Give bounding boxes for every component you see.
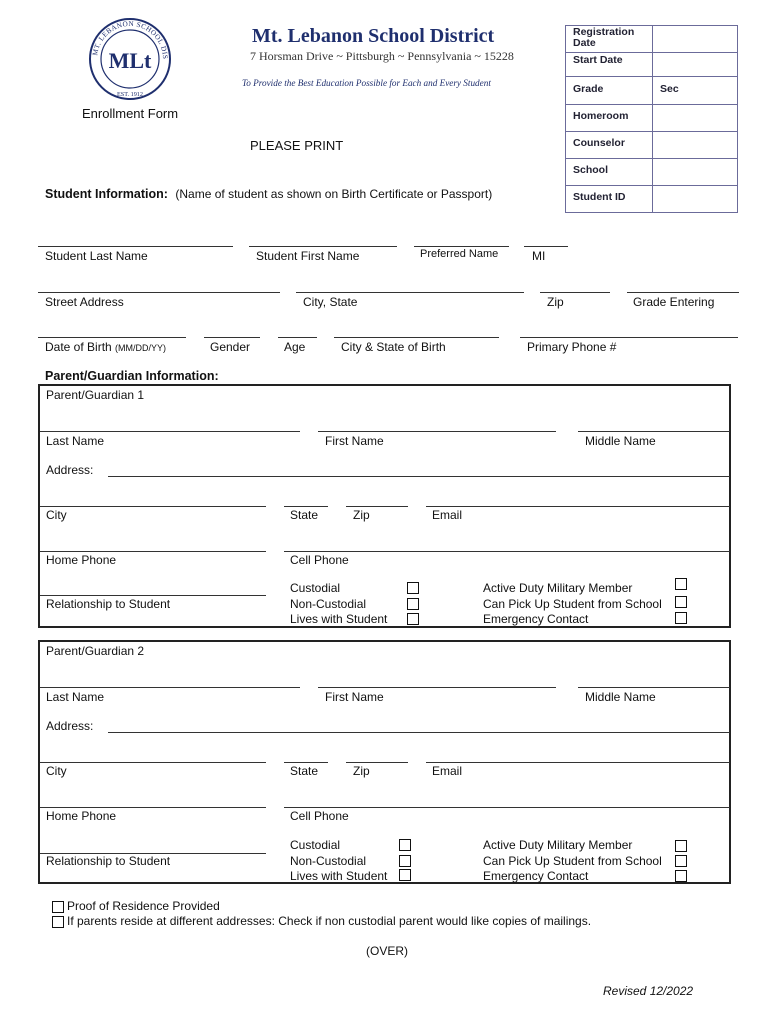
proof-of-residence-label: Proof of Residence Provided — [67, 899, 220, 913]
guardian-relationship-line[interactable] — [40, 595, 266, 596]
svg-text:MLt: MLt — [108, 48, 152, 73]
student-last-name-line[interactable] — [38, 246, 233, 247]
parent-info-heading: Parent/Guardian Information: — [45, 369, 219, 383]
custodial-checkbox[interactable] — [399, 839, 411, 851]
lives-with-checkbox[interactable] — [407, 613, 419, 625]
student-last-name-label: Student Last Name — [45, 249, 148, 263]
grade-entering-label: Grade Entering — [633, 295, 715, 309]
guardian-first-name-line[interactable] — [318, 687, 556, 688]
primary-phone-label: Primary Phone # — [527, 340, 617, 354]
mi-line[interactable] — [524, 246, 568, 247]
guardian-address-line[interactable] — [108, 476, 730, 477]
dob-line[interactable] — [38, 337, 186, 338]
birthplace-label: City & State of Birth — [341, 340, 446, 354]
non-custodial-checkbox[interactable] — [399, 855, 411, 867]
grade-entering-line[interactable] — [627, 292, 739, 293]
guardian-zip-label: Zip — [353, 508, 370, 522]
guardian-home-phone-line[interactable] — [40, 807, 266, 808]
district-address: 7 Horsman Drive ~ Pittsburgh ~ Pennsylvania ~ 15228 — [250, 49, 514, 63]
mi-label: MI — [532, 249, 546, 263]
registration-date-label: Registration Date — [566, 26, 653, 53]
guardian-zip-label: Zip — [353, 764, 370, 778]
guardian-relationship-label: Relationship to Student — [46, 854, 171, 868]
guardian-city-line[interactable] — [40, 506, 266, 507]
lives-with-checkbox[interactable] — [399, 869, 411, 881]
primary-phone-line[interactable] — [520, 337, 738, 338]
guardian-middle-name-label: Middle Name — [585, 434, 656, 448]
guardian-state-line[interactable] — [284, 762, 328, 763]
please-print: PLEASE PRINT — [250, 138, 344, 153]
homeroom-field[interactable] — [653, 105, 738, 132]
form-title: Enrollment Form — [82, 106, 179, 121]
military-checkbox[interactable] — [675, 578, 687, 590]
birthplace-line[interactable] — [334, 337, 499, 338]
dob-format: (MM/DD/YY) — [115, 343, 167, 353]
guardian-cell-phone-line[interactable] — [284, 551, 730, 552]
student-id-field[interactable] — [653, 186, 738, 213]
student-id-label: Student ID — [566, 186, 653, 213]
proof-of-residence-checkbox[interactable] — [52, 901, 64, 913]
preferred-name-label: Preferred Name — [420, 248, 499, 260]
sec-label: Sec — [653, 77, 738, 105]
guardian-cell-phone-label: Cell Phone — [290, 553, 349, 567]
city-state-line[interactable] — [296, 292, 524, 293]
registration-date-field[interactable] — [653, 26, 738, 53]
student-first-name-label: Student First Name — [256, 249, 360, 263]
custodial-label: Custodial — [290, 581, 341, 595]
city-state-label: City, State — [303, 295, 358, 309]
svg-text:MT. LEBANON SCHOOL DISTRICT: MT. LEBANON SCHOOL DIS — [91, 19, 170, 60]
non-custodial-label: Non-Custodial — [290, 597, 367, 611]
emergency-contact-label: Emergency Contact — [483, 869, 589, 883]
guardian-email-label: Email — [432, 764, 463, 778]
district-name: Mt. Lebanon School District — [252, 25, 495, 47]
guardian-last-name-line[interactable] — [40, 431, 300, 432]
guardian-cell-phone-label: Cell Phone — [290, 809, 349, 823]
over-note: (OVER) — [366, 944, 408, 958]
street-address-label: Street Address — [45, 295, 124, 309]
guardian-title: Parent/Guardian 1 — [46, 388, 145, 402]
guardian-first-name-line[interactable] — [318, 431, 556, 432]
can-pick-up-checkbox[interactable] — [675, 855, 687, 867]
guardian-last-name-line[interactable] — [40, 687, 300, 688]
guardian-cell-phone-line[interactable] — [284, 807, 730, 808]
can-pick-up-label: Can Pick Up Student from School — [483, 854, 662, 868]
guardian-state-label: State — [290, 508, 319, 522]
age-line[interactable] — [278, 337, 317, 338]
guardian-state-label: State — [290, 764, 319, 778]
guardian-address-line[interactable] — [108, 732, 730, 733]
dob-label: Date of Birth (MM/DD/YY) — [45, 340, 167, 354]
gender-label: Gender — [210, 340, 251, 354]
counselor-field[interactable] — [653, 132, 738, 159]
registration-office-table — [565, 25, 738, 213]
lives-with-label: Lives with Student — [290, 612, 388, 626]
revision-date: Revised 12/2022 — [603, 984, 694, 998]
non-custodial-checkbox[interactable] — [407, 598, 419, 610]
guardian-last-name-label: Last Name — [46, 690, 105, 704]
guardian-middle-name-line[interactable] — [578, 431, 730, 432]
guardian-last-name-label: Last Name — [46, 434, 105, 448]
mailing-copies-label: If parents reside at different addresses: Check if non custodial parent would like copies of mailings. — [67, 914, 592, 928]
street-address-line[interactable] — [38, 292, 280, 293]
guardian-home-phone-line[interactable] — [40, 551, 266, 552]
guardian-city-label: City — [46, 764, 67, 778]
guardian-middle-name-label: Middle Name — [585, 690, 656, 704]
can-pick-up-label: Can Pick Up Student from School — [483, 597, 662, 611]
age-label: Age — [284, 340, 306, 354]
start-date-label: Start Date — [566, 53, 653, 77]
guardian-state-line[interactable] — [284, 506, 328, 507]
student-info-heading: Student Information: — [45, 187, 168, 201]
mailing-copies-checkbox[interactable] — [52, 916, 64, 928]
military-checkbox[interactable] — [675, 840, 687, 852]
military-label: Active Duty Military Member — [483, 581, 633, 595]
gender-line[interactable] — [204, 337, 260, 338]
zip-label: Zip — [547, 295, 564, 309]
guardian-zip-line[interactable] — [346, 506, 408, 507]
svg-text:EST. 1912: EST. 1912 — [116, 91, 144, 98]
zip-line[interactable] — [540, 292, 610, 293]
district-motto: To Provide the Best Education Possible for Each and Every Student — [242, 78, 491, 88]
school-label: School — [566, 159, 653, 186]
guardian-city-label: City — [46, 508, 67, 522]
emergency-contact-checkbox[interactable] — [675, 612, 687, 624]
guardian-address-label: Address: — [46, 719, 94, 733]
guardian-address-label: Address: — [46, 463, 94, 477]
non-custodial-label: Non-Custodial — [290, 854, 367, 868]
guardian-relationship-label: Relationship to Student — [46, 597, 171, 611]
guardian-city-line[interactable] — [40, 762, 266, 763]
guardian-email-label: Email — [432, 508, 463, 522]
school-field[interactable] — [653, 159, 738, 186]
guardian-email-line[interactable] — [426, 762, 730, 763]
emergency-contact-label: Emergency Contact — [483, 612, 589, 626]
military-label: Active Duty Military Member — [483, 838, 633, 852]
guardian-home-phone-label: Home Phone — [46, 553, 117, 567]
student-info-note: (Name of student as shown on Birth Certificate or Passport) — [175, 187, 493, 201]
guardian-1-panel — [38, 384, 731, 628]
start-date-field[interactable] — [653, 53, 738, 77]
grade-label: Grade — [566, 77, 653, 105]
guardian-2-panel — [38, 640, 731, 884]
guardian-email-line[interactable] — [426, 506, 730, 507]
student-first-name-line[interactable] — [249, 246, 397, 247]
guardian-middle-name-line[interactable] — [578, 687, 730, 688]
custodial-checkbox[interactable] — [407, 582, 419, 594]
guardian-zip-line[interactable] — [346, 762, 408, 763]
emergency-contact-checkbox[interactable] — [675, 870, 687, 882]
preferred-name-line[interactable] — [414, 246, 509, 247]
guardian-first-name-label: First Name — [325, 690, 384, 704]
custodial-label: Custodial — [290, 838, 341, 852]
homeroom-label: Homeroom — [566, 105, 653, 132]
guardian-first-name-label: First Name — [325, 434, 384, 448]
guardian-title: Parent/Guardian 2 — [46, 644, 145, 658]
can-pick-up-checkbox[interactable] — [675, 596, 687, 608]
district-seal — [88, 17, 172, 101]
guardian-home-phone-label: Home Phone — [46, 809, 117, 823]
lives-with-label: Lives with Student — [290, 869, 388, 883]
counselor-label: Counselor — [566, 132, 653, 159]
